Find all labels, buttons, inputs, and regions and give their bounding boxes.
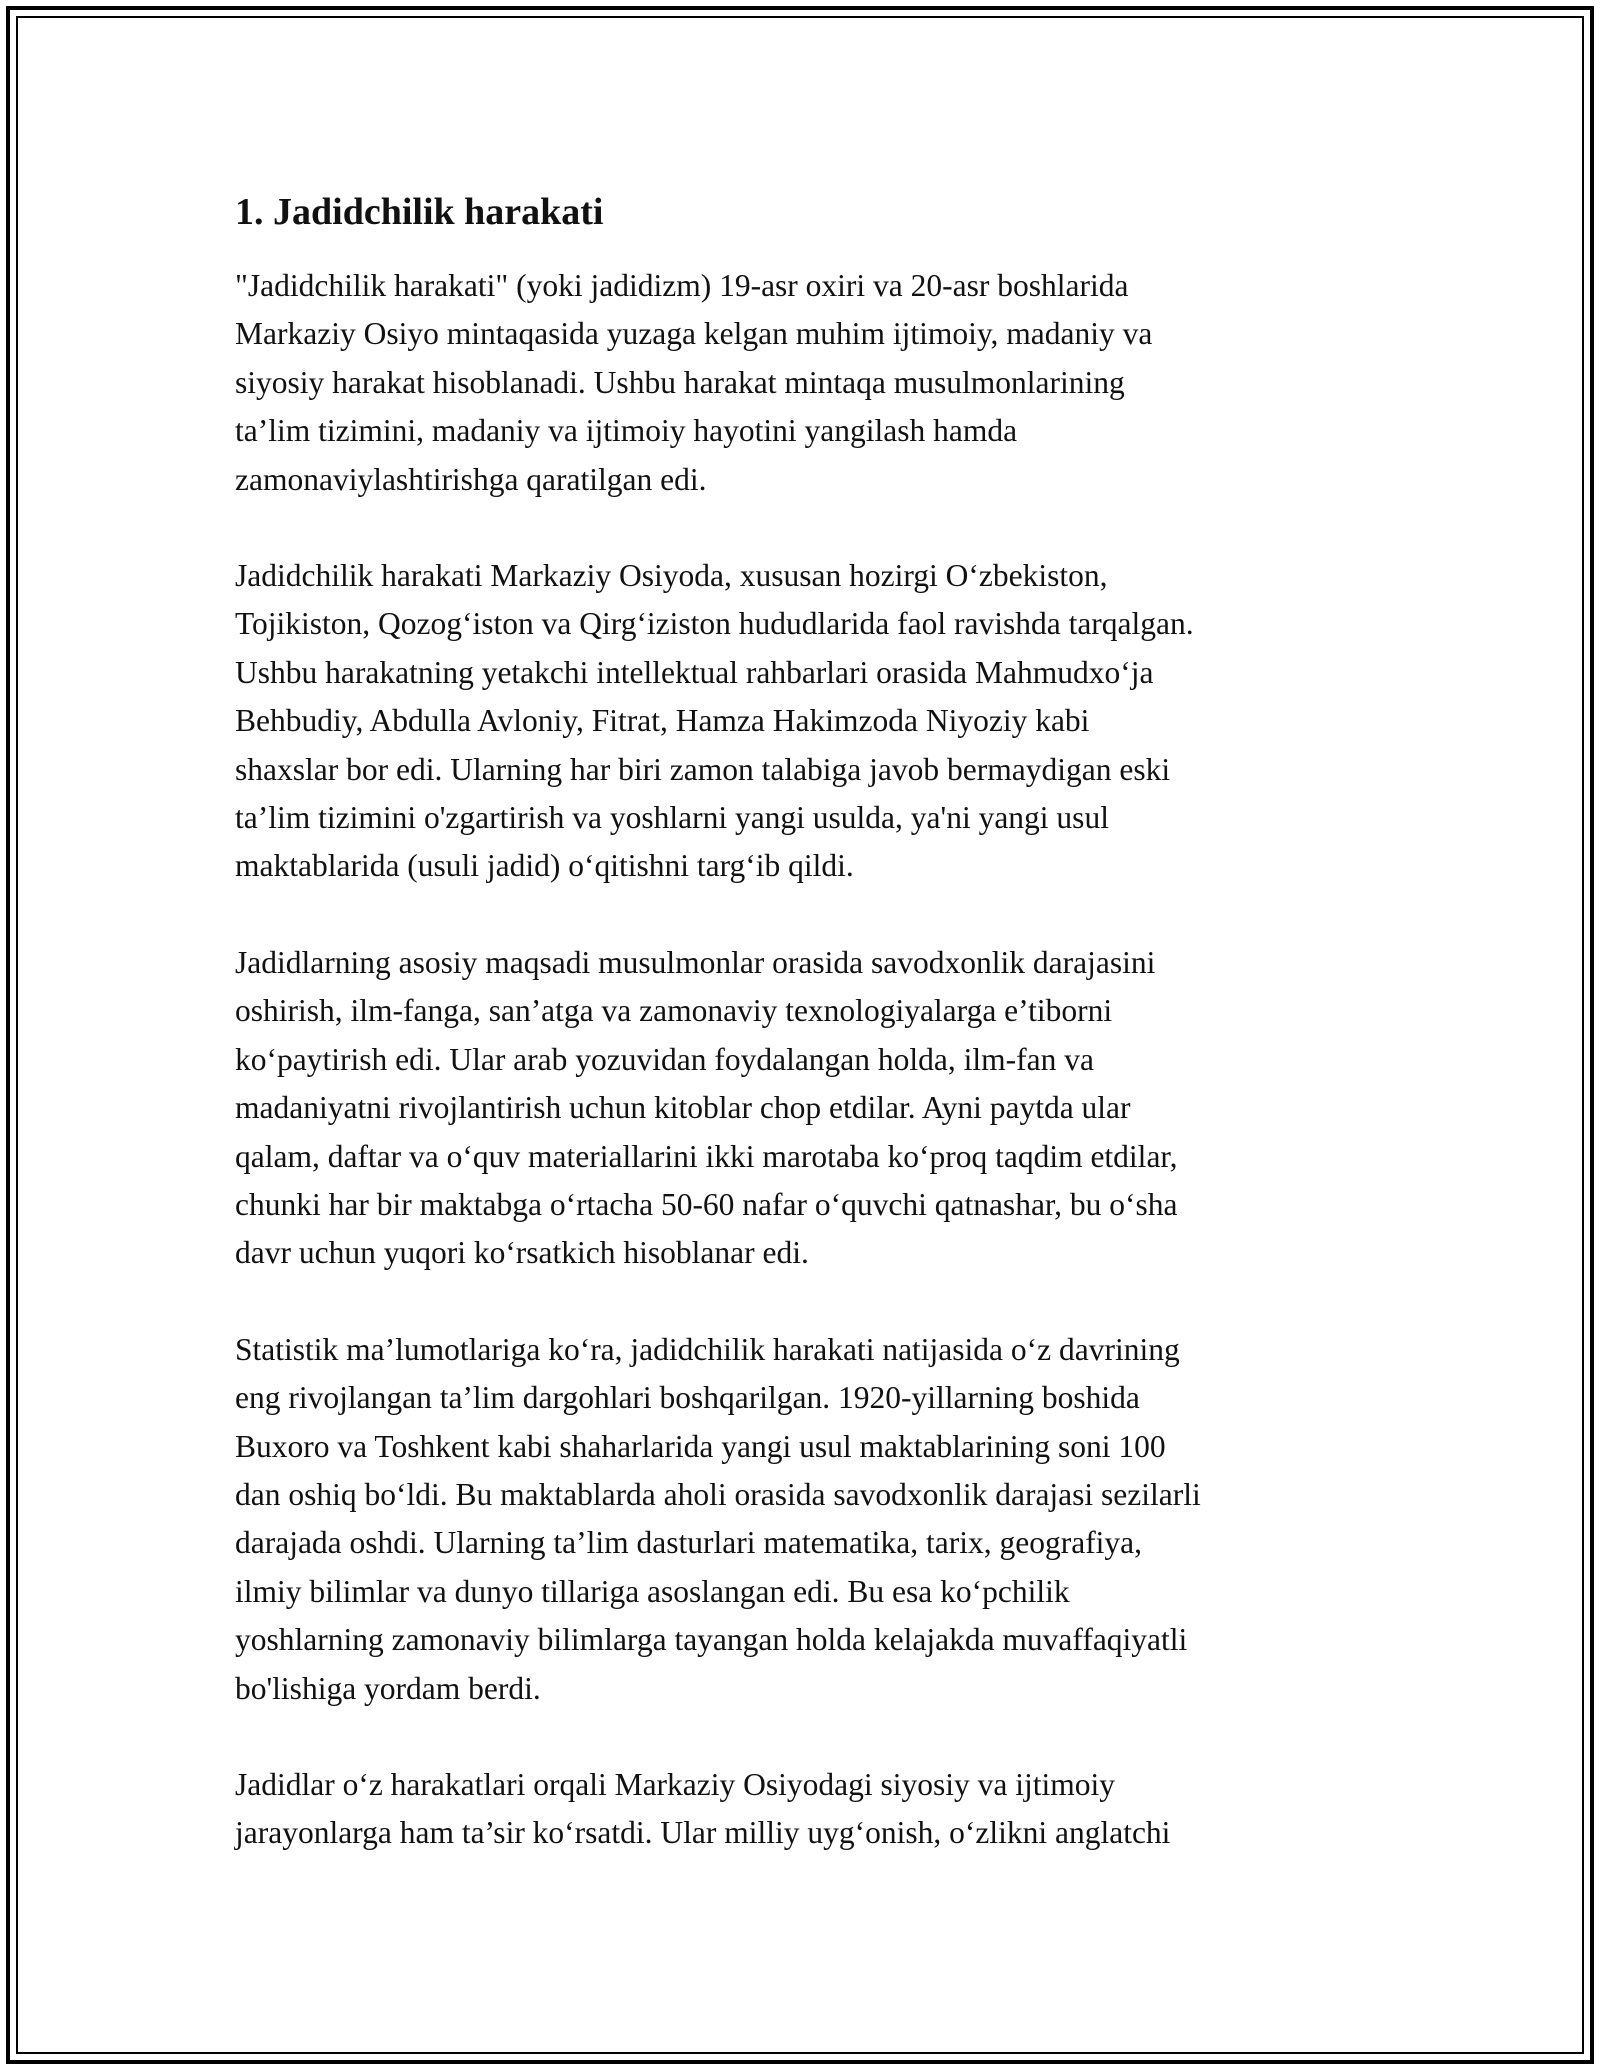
paragraph-goals: Jadidlarning asosiy maqsadi musulmonlar orasida savodxonlik darajasini oshirish, ilm-fanga, san’atga va zamonaviy texnologiyalarga e’tiborni ko‘paytirish edi. Ular arab yozuvidan foydalangan holda, ilm-fan va madaniyatni rivojlantirish uchun kitoblar chop etdilar. Ayni paytda ular qalam, daftar va o‘quv materiallarini ikki marotaba ko‘proq taqdim etdilar, chunki har bir maktabga o‘rtacha 50-60 nafar o‘quvchi qatnashar, bu o‘sha davr uchun yuqori ko‘rsatkich hisoblanar edi. — [235, 944, 1178, 1271]
paragraph-intro: "Jadidchilik harakati" (yoki jadidizm) 19-asr oxiri va 20-asr boshlarida Markaziy Osiyo mintaqasida yuzaga kelgan muhim ijtimoiy, madaniy va siyosiy harakat hisoblanadi. Ushbu harakat mintaqa musulmonlarining ta’lim tizimini, madaniy va ijtimoiy hayotini yangilash hamda zamonaviylashtirishga qaratilgan edi. — [235, 268, 1153, 497]
paragraph-influence: Jadidlar o‘z harakatlari orqali Markaziy Osiyodagi siyosiy va ijtimoiy jarayonlarga ham ta’sir ko‘rsatdi. Ular milliy uyg‘onish, o‘zlikni anglatchi — [235, 1766, 1171, 1851]
section-heading: 1. Jadidchilik harakati — [235, 191, 604, 233]
paragraph-leaders: Jadidchilik harakati Markaziy Osiyoda, xususan hozirgi O‘zbekiston, Tojikiston, Qozog‘iston va Qirg‘iziston hududlarida faol ravishda tarqalgan. Ushbu harakatning yetakchi intellektual rahbarlari orasida Mahmudxo‘ja Behbudiy, Abdulla Avloniy, Fitrat, Hamza Hakimzoda Niyoziy kabi shaxslar bor edi. Ularning har biri zamon talabiga javob bermaydigan eski ta’lim tizimini o'zgartirish va yoshlarni yangi usulda, ya'ni yangi usul maktablarida (usuli jadid) o‘qitishni targ‘ib qildi. — [235, 558, 1194, 884]
document-body — [235, 188, 1365, 1906]
paragraph-statistics: Statistik ma’lumotlariga ko‘ra, jadidchilik harakati natijasida o‘z davrining eng rivojlangan ta’lim dargohlari boshqarilgan. 1920-yillarning boshida Buxoro va Toshkent kabi shaharlarida yangi usul maktablarining soni 100 dan oshiq bo‘ldi. Bu maktablarda aholi orasida savodxonlik darajasi sezilarli darajada oshdi. Ularning ta’lim dasturlari matematika, tarix, geografiya, ilmiy bilimlar va dunyo tillariga asoslangan edi. Bu esa ko‘pchilik yoshlarning zamonaviy bilimlarga tayangan holda kelajakda muvaffaqiyatli bo'lishiga yordam berdi. — [235, 1331, 1201, 1706]
